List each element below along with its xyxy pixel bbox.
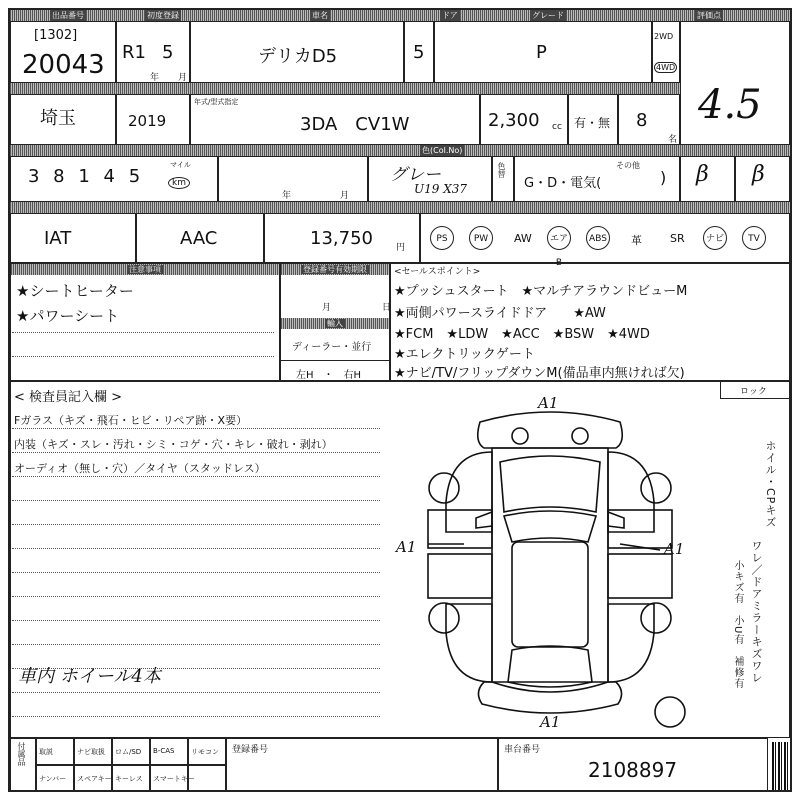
drive-cell: [652, 21, 680, 83]
feature-line: [12, 356, 274, 357]
shift-cell: [10, 213, 136, 263]
mark-rear: A1: [540, 713, 561, 731]
footer-item-label: キーレス: [115, 775, 143, 783]
side-note-1: ホイル・CPキズ: [764, 440, 777, 529]
color-change: 色替: [497, 162, 506, 178]
side-note-2: ワレ／ドアミラーキズワレ: [750, 540, 763, 684]
turbo: 有・無: [574, 116, 611, 130]
recycle-fee: 13,750: [310, 228, 373, 249]
interior-grade: β: [696, 162, 709, 187]
footer-item: [74, 738, 112, 765]
footer-item-label: スマートキー: [153, 775, 195, 783]
header-strip-2: [10, 83, 680, 94]
recycle-yen: 円: [396, 243, 406, 253]
inspector-line: [12, 644, 380, 645]
mark-line-right: [620, 544, 660, 550]
header-strip-3: [10, 145, 790, 156]
left-front-fender: [446, 452, 492, 532]
shaken-tsuki: 月: [340, 191, 350, 201]
shaken-nen: 年: [282, 191, 292, 201]
feature-line: [12, 332, 274, 333]
chassis-number: 2108897: [588, 758, 678, 782]
mark-front: A1: [538, 394, 559, 412]
displacement: 2,300: [488, 110, 540, 131]
inspector-line: [12, 476, 380, 477]
registration-month: 5: [162, 42, 174, 63]
inspector-line: [12, 452, 380, 453]
footer-item-label: B-CAS: [153, 747, 175, 755]
sales-line-1: ★プッシュスタート ★マルチアラウンドビューM: [394, 284, 688, 299]
car-diagram: [380, 392, 720, 737]
color-number: U19 X37: [414, 182, 468, 196]
inspector-line: [12, 572, 380, 573]
dealer: ディーラー・並行: [292, 342, 372, 353]
features-header: [11, 264, 279, 275]
left-mirror: [476, 512, 492, 528]
footer-item: [150, 738, 188, 765]
score-label: 評価点: [697, 11, 721, 20]
model-year: 2019: [128, 112, 167, 130]
roof: [512, 542, 588, 647]
doors: 5: [413, 42, 425, 63]
inspector-handwritten: 車内 ホイール4本: [18, 666, 161, 687]
inspector-line: [12, 596, 380, 597]
footer-item-label: ロム/SD: [115, 748, 142, 756]
sales-line-3: ★FCM ★LDW ★ACC ★BSW ★4WD: [394, 327, 650, 342]
headlight-left: [512, 428, 528, 444]
inspector-line: [12, 620, 380, 621]
equipment-item: PS: [430, 226, 454, 250]
inspector-line-2: 内装（キズ・スレ・汚れ・シミ・コゲ・穴・キレ・破れ・剥れ）: [14, 438, 333, 451]
hood: [500, 456, 600, 512]
reg-label: 登録番号: [232, 745, 269, 755]
inspector-line: [12, 716, 380, 717]
grade-label: グレード: [532, 11, 564, 20]
footer-item-label: ナビ取扱: [77, 748, 105, 756]
registration-nen: 年: [150, 73, 160, 83]
car-body: [492, 448, 608, 692]
inspector-line-3: オーディオ（無し・穴）／タイヤ（スタッドレス）: [14, 462, 266, 475]
windshield: [504, 511, 596, 542]
equipment-item: 革: [631, 234, 642, 247]
inspector-title: < 検査員記入欄 >: [14, 390, 123, 405]
cc-unit: cc: [552, 122, 562, 132]
equipment-item: PW: [469, 226, 493, 250]
color-options: G・D・電気(: [524, 176, 602, 191]
tire-front-left: [429, 473, 459, 503]
tire-rear-right: [641, 603, 671, 633]
score: 4.5: [698, 82, 762, 128]
chassis-label: 車台番号: [504, 745, 541, 755]
tire-rear-left: [429, 603, 459, 633]
side-note-3: 小キズ有 小U有 補修有: [732, 560, 743, 690]
lot-number: 20043: [22, 50, 105, 80]
equipment-item: AW: [514, 232, 532, 245]
mark-left: A1: [396, 538, 417, 556]
footer-item: [188, 765, 226, 792]
color: グレー: [390, 165, 441, 185]
middle-label: 登録番号有効期限: [303, 265, 367, 274]
exterior-grade: β: [752, 162, 765, 187]
lock-label: ロック: [740, 387, 767, 397]
import-label: 輸入: [327, 319, 343, 328]
sales-label: <セールスポイント>: [394, 267, 481, 277]
middle-header: [281, 264, 389, 275]
footer-item: [36, 765, 74, 792]
drive-2wd: 2WD: [654, 32, 674, 41]
right-mirror: [608, 512, 624, 528]
equipment-item: ABS: [586, 226, 610, 250]
barcode: [772, 742, 788, 790]
tire-front-right: [641, 473, 671, 503]
maker-note: 年式/型式指定: [194, 98, 239, 106]
equipment-item: エアB: [547, 226, 571, 250]
model-code: 3DA CV1W: [300, 114, 410, 135]
mileage: 3 8 1 4 5: [28, 166, 145, 187]
seats-unit: 名: [668, 135, 678, 145]
sales-line-2: ★両側パワースライドドア ★AW: [394, 306, 606, 321]
area: 埼玉: [40, 108, 76, 129]
lot-prefix: [1302]: [34, 28, 78, 43]
footer-item: [188, 738, 226, 765]
color-sonota: その他: [616, 161, 640, 170]
equipment-item: TV: [742, 226, 766, 250]
footer-item-label: ナンバー: [39, 775, 67, 783]
name-label: 車名: [312, 11, 328, 20]
year-label: 初度登録: [147, 11, 179, 20]
middle-month: 月: [322, 303, 332, 313]
left-quarter: [446, 604, 492, 682]
inspector-line: [12, 428, 380, 429]
registration-era: R1: [122, 42, 146, 63]
inspector-line: [12, 524, 380, 525]
feature-2: ★パワーシート: [16, 307, 120, 325]
header-strip-4: [10, 202, 790, 213]
footer-item: [112, 765, 150, 792]
ac: AAC: [180, 228, 218, 249]
feature-1: ★シートヒーター: [16, 282, 134, 300]
footer-item-label: リモコン: [191, 748, 219, 756]
import-header: [281, 318, 389, 329]
mark-right: A1: [664, 540, 685, 558]
front-bumper: [478, 412, 623, 448]
left-slide-door: [428, 554, 492, 598]
footer-item: [112, 738, 150, 765]
right-front-fender: [608, 452, 654, 532]
color-label: 色(Col.No): [422, 146, 463, 155]
seats: 8: [636, 110, 648, 131]
right-quarter: [608, 604, 654, 682]
grade: P: [536, 42, 547, 63]
spare-tire: [655, 697, 685, 727]
header-strip-1: [10, 10, 790, 21]
footer-item-label: スペアキー: [77, 775, 112, 783]
registration-tsuki: 月: [178, 73, 188, 83]
headlight-right: [572, 428, 588, 444]
right-slide-door: [608, 554, 672, 598]
inspector-line: [12, 500, 380, 501]
mileage-km: km: [168, 177, 190, 189]
sales-line-4: ★エレクトリックゲート: [394, 347, 535, 362]
tailgate: [508, 646, 592, 687]
footer-item-label: 取説: [39, 748, 53, 756]
footer-item: [74, 765, 112, 792]
equipment-item: ナビ: [703, 226, 727, 250]
sales-line-5: ★ナビ/TV/フリップダウンM(備品車内無ければ欠): [394, 366, 685, 381]
mileage-mile: マイル: [170, 161, 191, 169]
car-name: デリカD5: [258, 46, 338, 67]
footer-item: [150, 765, 195, 792]
door-label: ドア: [442, 11, 458, 20]
middle-day: 日: [382, 303, 392, 313]
footer-item: [36, 738, 74, 765]
inspector-line-1: Fガラス（キズ・飛石・ヒビ・リペア跡・X要）: [14, 414, 248, 427]
footer-side-label: 付属品: [17, 742, 26, 766]
shift: IAT: [44, 228, 72, 249]
color-options-close: ): [660, 168, 667, 187]
inspector-line: [12, 548, 380, 549]
features-label: 注意事項: [129, 265, 161, 274]
equipment-item: SR: [670, 232, 685, 245]
drive-4wd: 4WD: [656, 63, 676, 72]
inspector-line: [12, 692, 380, 693]
lot-label: 出品番号: [52, 11, 84, 20]
handle: 左H ・ 右H: [296, 370, 362, 381]
